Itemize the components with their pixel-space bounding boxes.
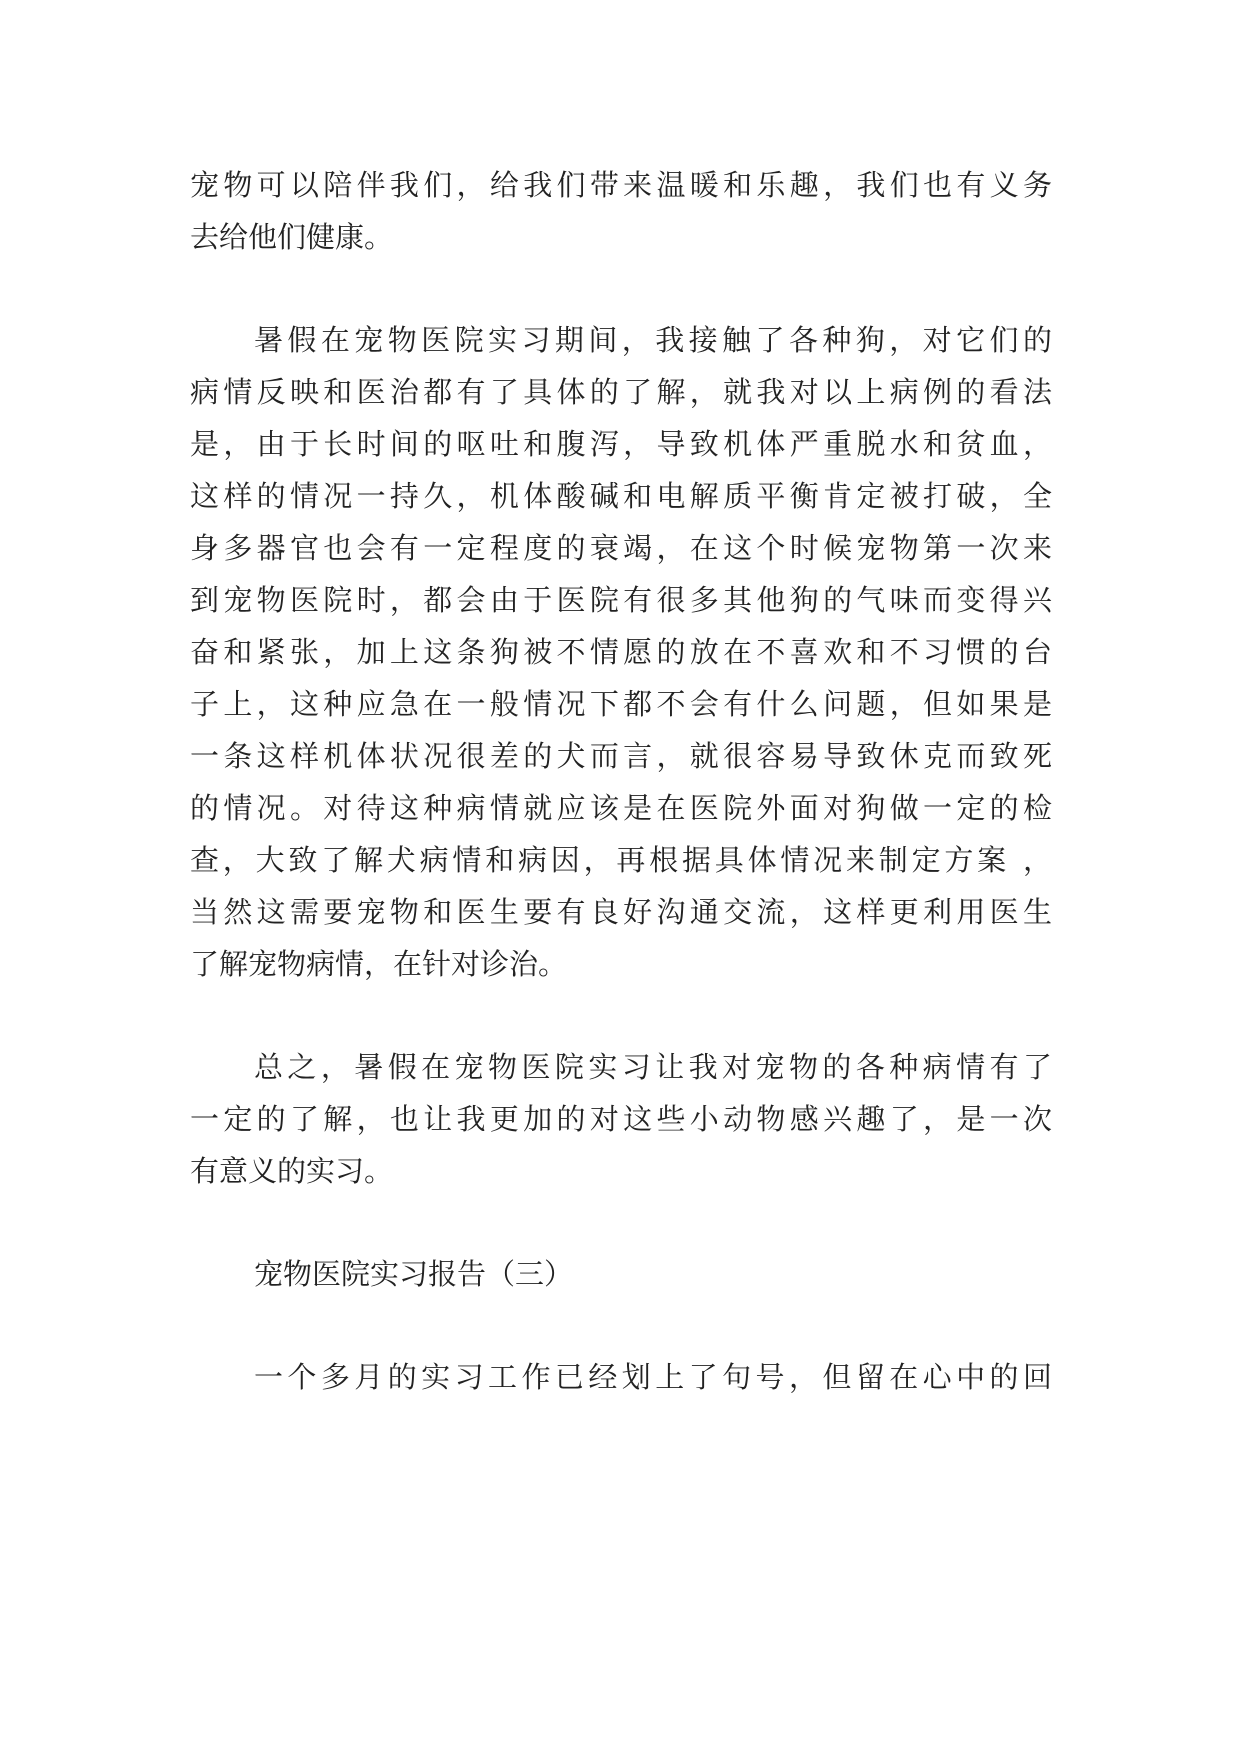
text-line: 这样的情况一持久，机体酸碱和电解质平衡肯定被打破，全 (190, 479, 1052, 513)
text-line: 了解宠物病情，在针对诊治。 (190, 947, 568, 981)
text-line: 当然这需要宠物和医生要有良好沟通交流，这样更利用医生 (190, 895, 1052, 929)
text-line: 暑假在宠物医院实习期间，我接触了各种狗，对它们的 (254, 323, 1052, 357)
text-line: 宠物可以陪伴我们，给我们带来温暖和乐趣，我们也有义务 (190, 168, 1052, 202)
text-line: 身多器官也会有一定程度的衰竭，在这个时候宠物第一次来 (190, 531, 1052, 565)
text-line: 病情反映和医治都有了具体的了解，就我对以上病例的看法 (190, 375, 1052, 409)
text-line: 去给他们健康。 (190, 220, 394, 254)
text-line: 总之，暑假在宠物医院实习让我对宠物的各种病情有了 (254, 1050, 1052, 1084)
text-line: 奋和紧张，加上这条狗被不情愿的放在不喜欢和不习惯的台 (190, 635, 1052, 669)
text-line: 一条这样机体状况很差的犬而言，就很容易导致休克而致死 (190, 739, 1052, 773)
text-line: 的情况。对待这种病情就应该是在医院外面对狗做一定的检 (190, 791, 1052, 825)
section-heading: 宠物医院实习报告（三） (254, 1257, 574, 1291)
text-line: 是，由于长时间的呕吐和腹泻，导致机体严重脱水和贫血， (190, 427, 1052, 461)
text-line: 一个多月的实习工作已经划上了句号，但留在心中的回 (254, 1360, 1052, 1394)
text-line: 查，大致了解犬病情和病因，再根据具体情况来制定方案 ， (190, 843, 1052, 877)
text-line: 一定的了解，也让我更加的对这些小动物感兴趣了，是一次 (190, 1102, 1052, 1136)
text-line: 有意义的实习。 (190, 1154, 394, 1188)
text-line: 子上，这种应急在一般情况下都不会有什么问题，但如果是 (190, 687, 1052, 721)
text-line: 到宠物医院时，都会由于医院有很多其他狗的气味而变得兴 (190, 583, 1052, 617)
